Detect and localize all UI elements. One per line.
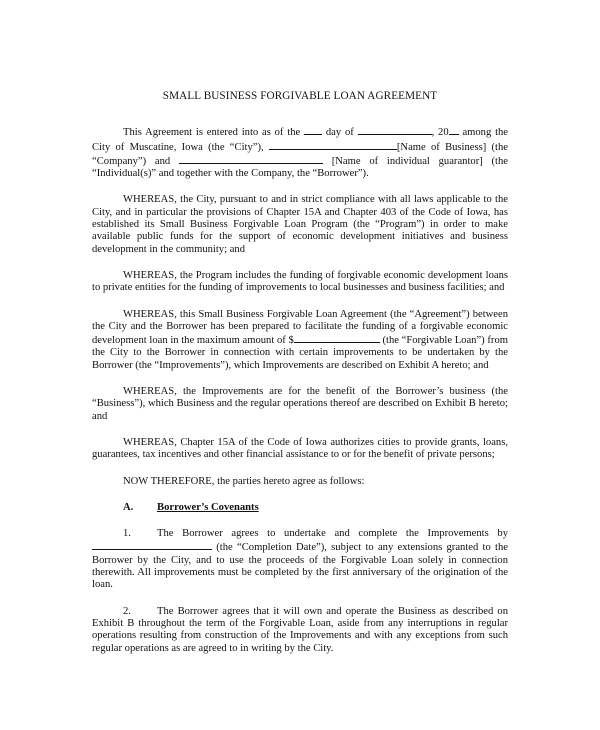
intro-text-2: day of	[325, 127, 354, 139]
section-name: Borrower’s Covenants	[157, 501, 259, 513]
now-therefore-paragraph: NOW THEREFORE, the parties hereto agree as follows:	[123, 475, 365, 487]
whereas3-text-1: WHEREAS, this Small Business Forgivable Loan Agreement (the “Agreement”) between the City and the Borrower has been prepared to facilitate the funding of a forgivable economic development loan in the maximum amount of $	[92, 308, 508, 347]
item1-text-1: The Borrower agrees to undertake and complete the Improvements by	[157, 528, 508, 540]
year-blank	[449, 125, 459, 135]
item2-text-1: The Borrower agrees that it will own and operate the Business as described on Exhibit B throughout the term of the Forgivable Loan, aside from any interruptions in regular operations resulting from construction of the Improvements and with any exceptions from such regular operations as are agreed to in writing by the City.	[92, 605, 508, 654]
intro-paragraph	[92, 125, 508, 180]
business-name-blank	[269, 140, 397, 150]
intro-text-4: among the City of Muscatine, Iowa (the “City”),	[92, 127, 509, 153]
whereas-paragraph-1: WHEREAS, the City, pursuant to and in strict compliance with all laws applicable to the City, and in particular the provisions of Chapter 15A and Chapter 403 of the Code of Iowa, has established its Small Business Forgivable Loan Program (the “Program”) in order to make available public funds for the support of economic development initiatives and business development in the community; and	[92, 194, 508, 255]
item-number: 1.	[123, 528, 131, 540]
intro-text-1: This Agreement is entered into as of the	[123, 127, 301, 139]
guarantor-name-blank	[179, 154, 323, 164]
intro-text-6: [Name of individual guarantor] (the “Individual(s)” and together with the Company, the “Borrower”).	[92, 155, 508, 180]
item1-text-2: (the “Completion Date”), subject to any extensions granted to the Borrower by the City, and to use the proceeds of the Forgivable Loan solely in connection therewith. All improvements must be completed by the first anniversary of the origination of the loan.	[92, 542, 509, 591]
whereas3-text-2: (the “Forgivable Loan”) from the City to the Borrower in connection with certain improvements to be undertaken by the Borrower (the “Improvements”), which Improvements are described on Exhibit A hereto; and	[92, 335, 508, 371]
covenant-item-2	[92, 606, 508, 655]
whereas-paragraph-3	[92, 309, 508, 372]
whereas-paragraph-4: WHEREAS, the Improvements are for the benefit of the Borrower’s business (the “Business”), which Business and the regular operations thereof are described on Exhibit B hereto; and	[92, 386, 508, 422]
month-blank	[358, 125, 432, 135]
intro-text-5: [Name of Business] (the “Company”) and	[92, 141, 509, 167]
section-a-heading	[123, 502, 508, 514]
whereas-paragraph-5: WHEREAS, Chapter 15A of the Code of Iowa authorizes cities to provide grants, loans, guarantees, tax incentives and other financial assistance to or for the benefit of private persons;	[92, 436, 508, 461]
section-letter: A.	[123, 501, 134, 513]
completion-date-blank	[92, 540, 212, 550]
item-number: 2.	[123, 605, 131, 617]
loan-amount-blank	[294, 333, 380, 343]
covenant-item-1	[92, 528, 508, 591]
whereas-paragraph-2: WHEREAS, the Program includes the funding of forgivable economic development loans to private entities for the funding of improvements to local businesses and business facilities; and	[92, 269, 508, 294]
intro-text-3: , 20	[431, 127, 449, 139]
document-page	[92, 90, 508, 669]
document-title: SMALL BUSINESS FORGIVABLE LOAN AGREEMENT	[162, 90, 438, 102]
day-blank	[304, 125, 322, 135]
